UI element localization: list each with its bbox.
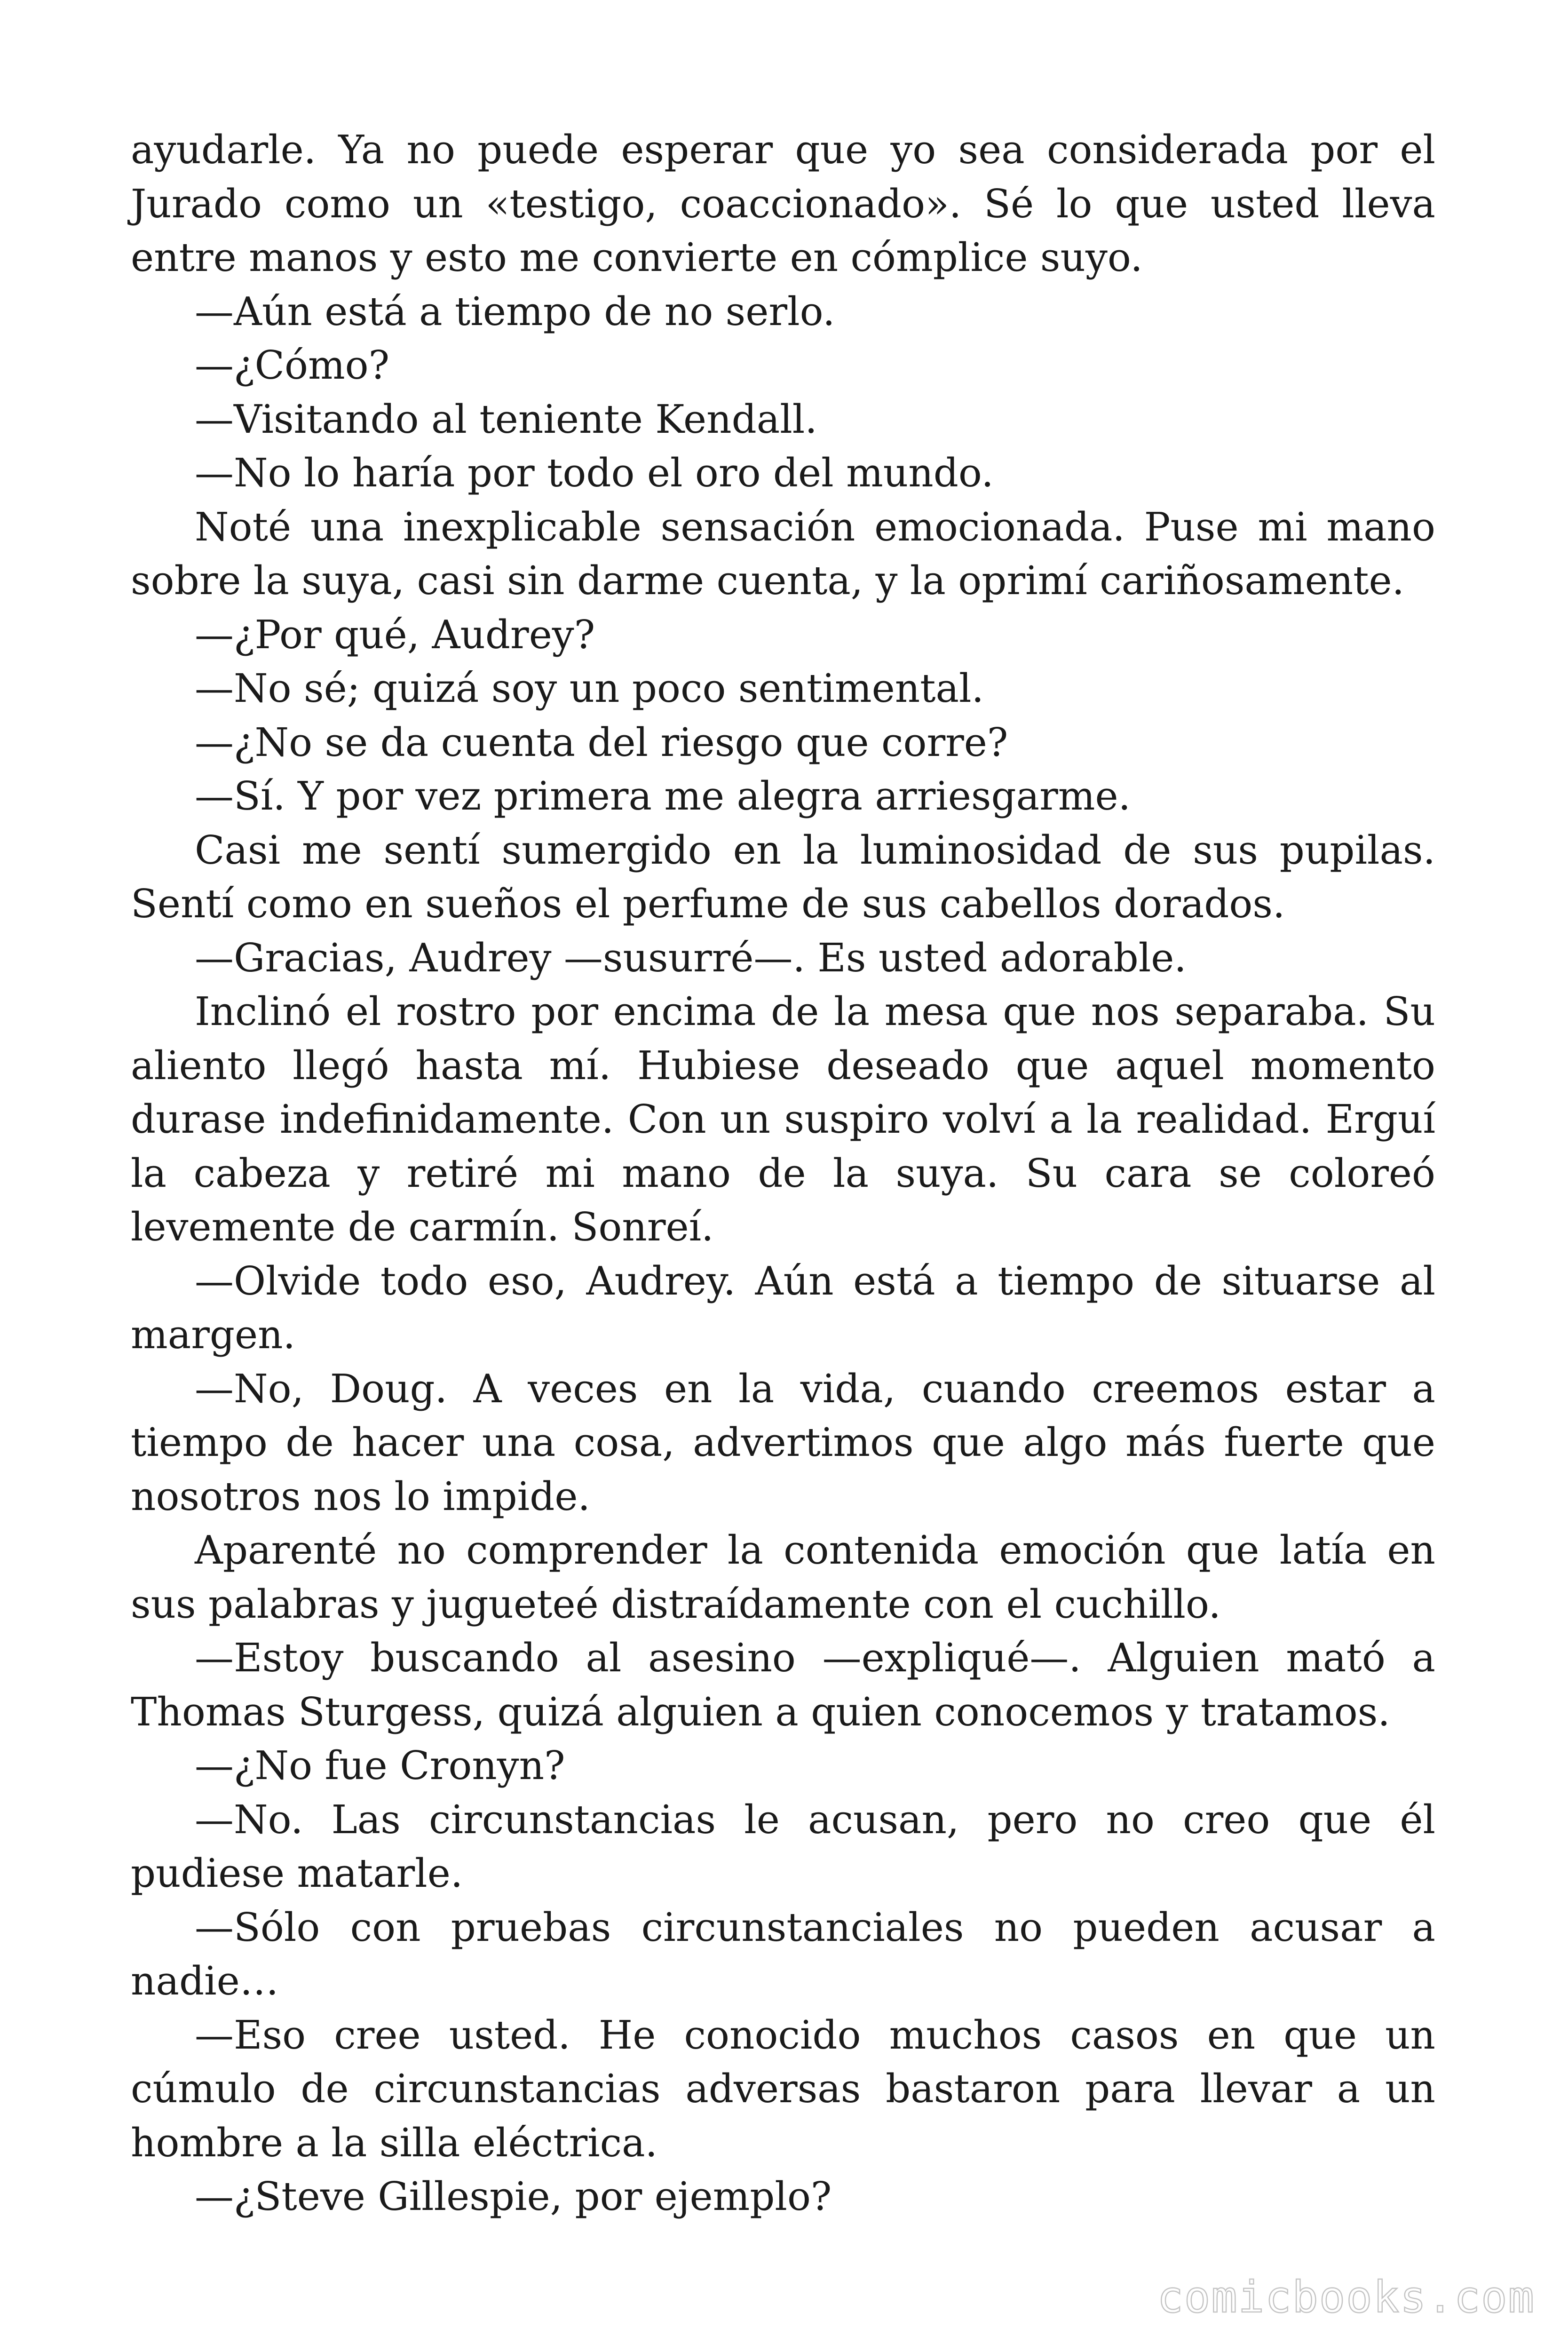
paragraph: —No. Las circunstancias le acusan, pero no creo que él pudiese matarle. bbox=[131, 1796, 1435, 1896]
paragraph: —¿No fue Cronyn? bbox=[195, 1743, 565, 1788]
paragraph: —¿Cómo? bbox=[195, 342, 390, 388]
paragraph: —No lo haría por todo el oro del mundo. bbox=[195, 450, 994, 496]
paragraph: Aparenté no comprender la contenida emoción que latía en sus palabras y jugueteé distraídamente con el cuchillo. bbox=[131, 1527, 1435, 1627]
body-text bbox=[131, 123, 1435, 2224]
paragraph: —Sí. Y por vez primera me alegra arriesgarme. bbox=[195, 773, 1131, 819]
paragraph: —No sé; quizá soy un poco sentimental. bbox=[195, 666, 984, 711]
paragraph: —Olvide todo eso, Audrey. Aún está a tiempo de situarse al margen. bbox=[131, 1258, 1435, 1358]
paragraph: —Visitando al teniente Kendall. bbox=[195, 396, 817, 442]
paragraph: Casi me sentí sumergido en la luminosidad de sus pupilas. Sentí como en sueños el perfume de sus cabellos dorados. bbox=[131, 827, 1435, 927]
paragraph: ayudarle. Ya no puede esperar que yo sea considerada por el Jurado como un «testigo, coaccionado». Sé lo que usted lleva entre manos y esto me convierte en cómplice suyo. bbox=[131, 127, 1435, 280]
watermark: comicbooks.com bbox=[1157, 2272, 1535, 2322]
paragraph: —¿Steve Gillespie, por ejemplo? bbox=[195, 2174, 832, 2219]
paragraph: Noté una inexplicable sensación emocionada. Puse mi mano sobre la suya, casi sin darme cuenta, y la oprimí cariñosamente. bbox=[131, 504, 1435, 604]
paragraph: —Aún está a tiempo de no serlo. bbox=[195, 288, 835, 334]
paragraph: —Sólo con pruebas circunstanciales no pueden acusar a nadie… bbox=[131, 1904, 1435, 2004]
paragraph: —Eso cree usted. He conocido muchos casos en que un cúmulo de circunstancias adversas bastaron para llevar a un hombre a la silla eléctrica. bbox=[131, 2012, 1435, 2166]
paragraph: —Estoy buscando al asesino —expliqué—. Alguien mató a Thomas Sturgess, quizá alguien a quien conocemos y tratamos. bbox=[131, 1635, 1435, 1735]
paragraph: —No, Doug. A veces en la vida, cuando creemos estar a tiempo de hacer una cosa, advertimos que algo más fuerte que nosotros nos lo impide. bbox=[131, 1366, 1435, 1519]
paragraph: —¿Por qué, Audrey? bbox=[195, 612, 595, 658]
paragraph: —Gracias, Audrey —susurré—. Es usted adorable. bbox=[195, 935, 1187, 981]
paragraph: —¿No se da cuenta del riesgo que corre? bbox=[195, 719, 1008, 765]
paragraph: Inclinó el rostro por encima de la mesa que nos separaba. Su aliento llegó hasta mí. Hubiese deseado que aquel momento durase indefinidamente. Con un suspiro volví a la realidad. Erguí la cabeza y retiré mi mano de la suya. Su cara se coloreó levemente de carmín. Sonreí. bbox=[131, 989, 1435, 1250]
